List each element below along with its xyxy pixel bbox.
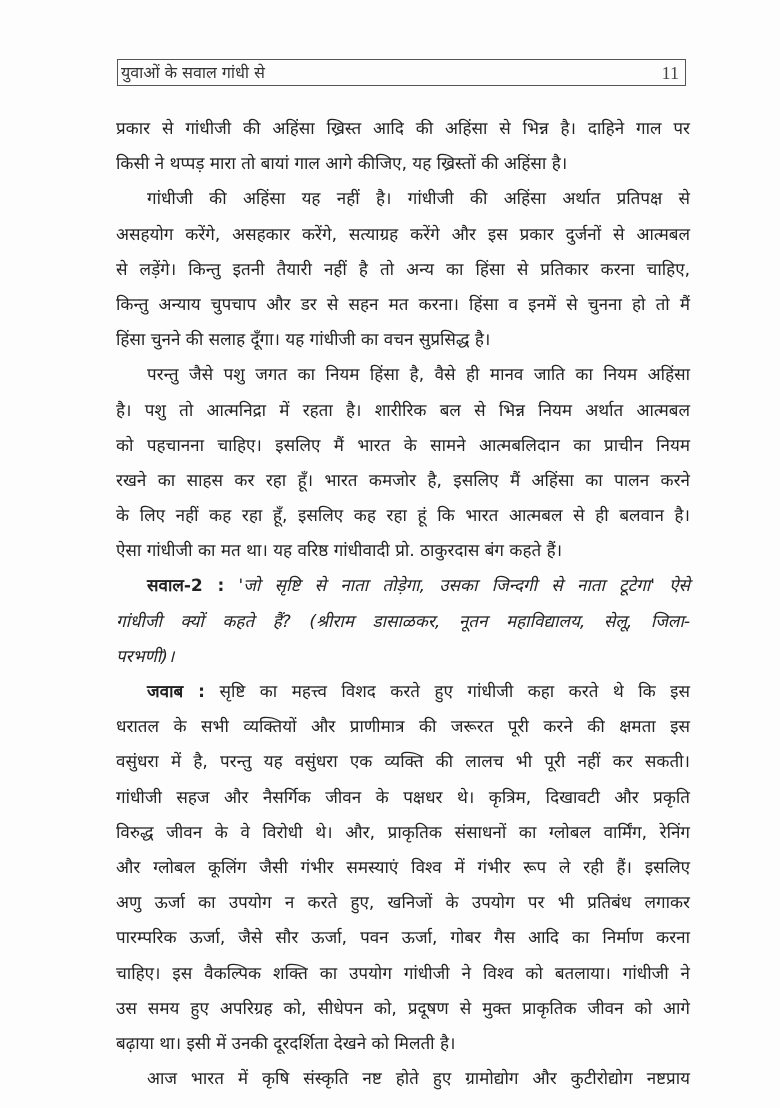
text-line: किन्तु अन्याय चुपचाप और डर से सहन मत करना। हिंसा व इनमें से चुनना हो तो मैं — [116, 294, 690, 315]
answer-line: और ग्लोबल कूलिंग जैसी गंभीर समस्याएं विश्व में गंभीर रूप ले रही हैं। इसलिए — [116, 857, 690, 878]
answer-line: बढ़ाया था। इसी में उनकी दूरदर्शिता देखने को मिलती है। — [116, 1033, 456, 1054]
text-line: से लड़ेंगे। किन्तु इतनी तैयारी नहीं है तो अन्य का हिंसा से प्रतिकार करना चाहिए, — [116, 259, 690, 280]
question-text: 'जो सृष्टि से नाता तोड़ेगा, उसका जिन्दगी से नाता टूटेगा' ऐसे — [238, 576, 690, 597]
answer-line: वसुंधरा में है, परन्तु यह वसुंधरा एक व्यक्ति की लालच भी पूरी नहीं कर सकती। — [116, 752, 690, 773]
text-line: असहयोग करेंगे, असहकार करेंगे, सत्याग्रह करेंगे और इस प्रकार दुर्जनों से आत्मबल — [116, 224, 690, 245]
text-line: को पहचानना चाहिए। इसलिए मैं भारत के सामने आत्मबलिदान का प्राचीन नियम — [116, 435, 690, 456]
text-line: आज भारत में कृषि संस्कृति नष्ट होते हुए ग्रामोद्योग और कुटीरोद्योग नष्टप्राय — [147, 1069, 690, 1090]
answer-text: सृष्टि का महत्त्व विशद करते हुए गांधीजी कहा करते थे कि इस — [219, 682, 690, 702]
text-line: ऐसा गांधीजी का मत था। यह वरिष्ठ गांधीवादी प्रो. ठाकुरदास बंग कहते हैं। — [116, 541, 563, 562]
running-title: युवाओं के सवाल गांधी से — [121, 62, 265, 82]
text-line: गांधीजी की अहिंसा यह नहीं है। गांधीजी की अहिंसा अर्थात प्रतिपक्ष से — [147, 189, 690, 210]
running-header — [117, 59, 686, 86]
text-line: रखने का साहस कर रहा हूँ। भारत कमजोर है, इसलिए मैं अहिंसा का पालन करने — [116, 470, 690, 491]
answer-line: उस समय हुए अपरिग्रह को, सीधेपन को, प्रदूषण से मुक्त प्राकृतिक जीवन को आगे — [116, 998, 690, 1019]
answer-line: अणु ऊर्जा का उपयोग न करते हुए, खनिजों के उपयोग पर भी प्रतिबंध लगाकर — [116, 893, 690, 914]
body-text — [116, 112, 690, 1097]
text-line: के लिए नहीं कह रहा हूँ, इसलिए कह रहा हूं कि भारत आत्मबल से ही बलवान है। — [116, 506, 690, 527]
text-line: प्रकार से गांधीजी की अहिंसा ख्रिस्त आदि की अहिंसा से भिन्न है। दाहिने गाल पर — [116, 119, 690, 139]
answer-line: चाहिए। इस वैकल्पिक शक्ति का उपयोग गांधीजी ने विश्व को बतलाया। गांधीजी ने — [116, 963, 690, 984]
question-line: परभणी)। — [116, 646, 175, 667]
answer-label: जवाब : — [147, 682, 205, 702]
question-line — [116, 569, 690, 604]
answer-line: विरुद्ध जीवन के वे विरोधी थे। और, प्राकृतिक संसाधनों का ग्लोबल वार्मिंग, रेनिंग — [116, 822, 690, 843]
text-line: किसी ने थप्पड़ मारा तो बायां गाल आगे कीजिए, यह ख्रिस्तों की अहिंसा है। — [116, 154, 568, 175]
answer-line: धरातल के सभी व्यक्तियों और प्राणीमात्र की जरूरत पूरी करने की क्षमता इस — [116, 717, 690, 738]
text-line: है। पशु तो आत्मनिद्रा में रहता है। शारीरिक बल से भिन्न नियम अर्थात आत्मबल — [116, 400, 690, 421]
answer-line: गांधीजी सहज और नैसर्गिक जीवन के पक्षधर थे। कृत्रिम, दिखावटी और प्रकृति — [116, 787, 690, 808]
question-label: सवाल-2 : — [147, 576, 225, 597]
question-line: गांधीजी क्यों कहते हैं? (श्रीराम डासाळकर, नूतन महाविद्यालय, सेलू, जिला- — [116, 611, 690, 632]
text-line: परन्तु जैसे पशु जगत का नियम हिंसा है, वैसे ही मानव जाति का नियम अहिंसा — [147, 365, 690, 386]
text-line: हिंसा चुनने की सलाह दूँगा। यह गांधीजी का वचन सुप्रसिद्ध है। — [116, 330, 491, 351]
page-number: 11 — [661, 62, 679, 83]
answer-line: पारम्परिक ऊर्जा, जैसे सौर ऊर्जा, पवन ऊर्जा, गोबर गैस आदि का निर्माण करना — [116, 928, 690, 949]
answer-line — [116, 675, 690, 710]
